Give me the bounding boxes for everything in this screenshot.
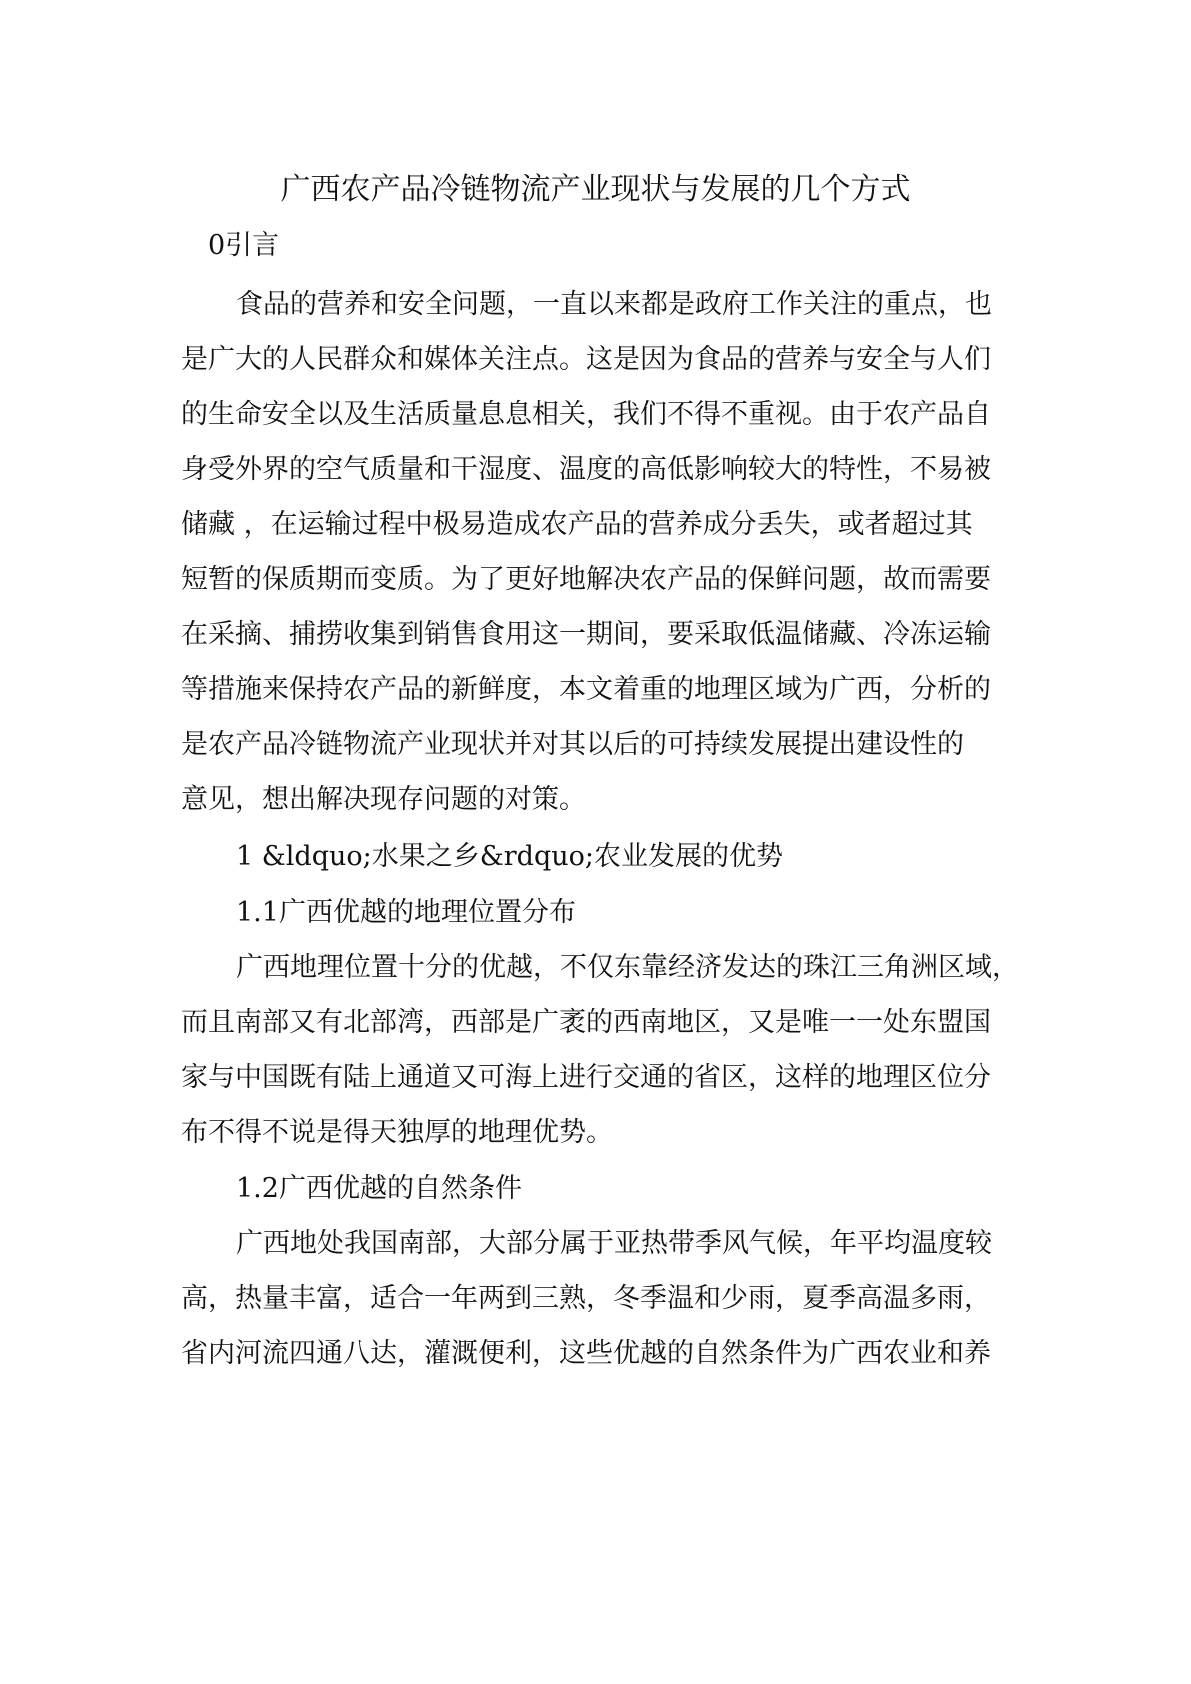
paragraph-line: 广西地处我国南部，大部分属于亚热带季风气候，年平均温度较	[236, 1228, 992, 1259]
paragraph-line: 短暂的保质期而变质。为了更好地解决农产品的保鲜问题，故而需要	[181, 564, 991, 595]
paragraph-line: 是农产品冷链物流产业现状并对其以后的可持续发展提出建设性的	[181, 729, 964, 760]
paragraph-line: 储藏 ，在运输过程中极易造成农产品的营养成分丢失，或者超过其	[181, 509, 973, 540]
paragraph-line: 是广大的人民群众和媒体关注点。这是因为食品的营养与安全与人们	[181, 344, 991, 375]
paragraph-line: 食品的营养和安全问题，一直以来都是政府工作关注的重点，也	[236, 289, 992, 320]
section-heading-1-1: 1.1广西优越的地理位置分布	[236, 897, 576, 928]
section-heading-1: 1 &ldquo;水果之乡&rdquo;农业发展的优势	[236, 841, 783, 872]
paragraph-line: 在采摘、捕捞收集到销售食用这一期间，要采取低温储藏、冷冻运输	[181, 619, 991, 650]
paragraph-line: 布不得不说是得天独厚的地理优势。	[181, 1117, 613, 1148]
paragraph-line: 广西地理位置十分的优越，不仅东靠经济发达的珠江三角洲区域，	[236, 952, 1019, 983]
document-title: 广西农产品冷链物流产业现状与发展的几个方式	[280, 172, 911, 207]
paragraph-line: 省内河流四通八达，灌溉便利，这些优越的自然条件为广西农业和养	[181, 1338, 991, 1369]
paragraph-line: 等措施来保持农产品的新鲜度，本文着重的地理区域为广西，分析的	[181, 674, 991, 705]
section-heading-1-2: 1.2广西优越的自然条件	[236, 1173, 522, 1204]
section-heading-introduction: 0引言	[208, 230, 280, 261]
paragraph-line: 家与中国既有陆上通道又可海上进行交通的省区，这样的地理区位分	[181, 1062, 991, 1093]
paragraph-line: 而且南部又有北部湾，西部是广袤的西南地区，又是唯一一处东盟国	[181, 1007, 991, 1038]
paragraph-line: 意见，想出解决现存问题的对策。	[181, 784, 586, 815]
paragraph-line: 高，热量丰富，适合一年两到三熟，冬季温和少雨，夏季高温多雨，	[181, 1283, 991, 1314]
paragraph-line: 身受外界的空气质量和干湿度、温度的高低影响较大的特性，不易被	[181, 454, 991, 485]
paragraph-line: 的生命安全以及生活质量息息相关，我们不得不重视。由于农产品自	[181, 399, 991, 430]
